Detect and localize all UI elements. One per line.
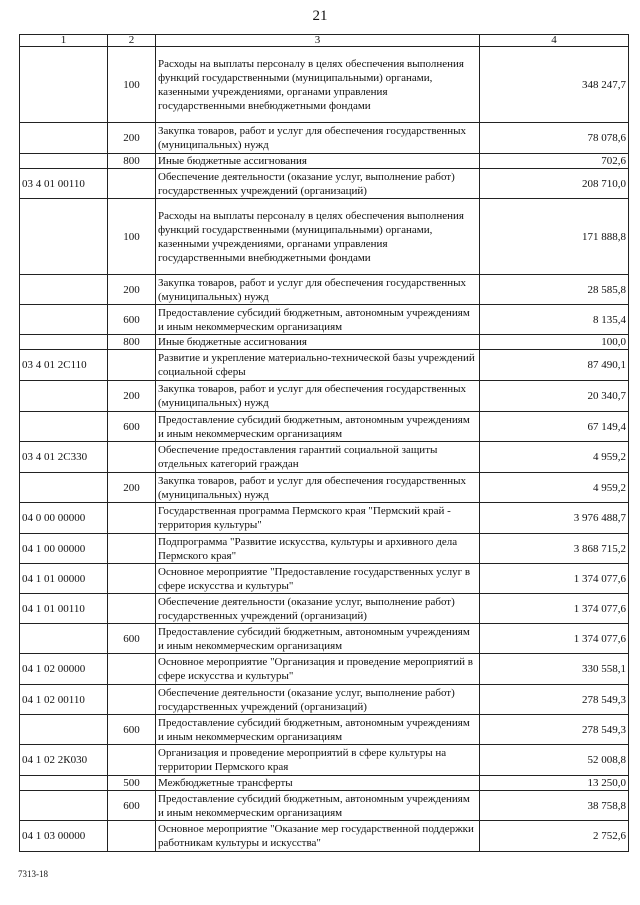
row-code: 04 0 00 00000 [20,503,108,534]
row-amount: 87 490,1 [480,350,629,381]
row-type: 800 [108,335,156,350]
row-type [108,594,156,624]
row-name: Иные бюджетные ассигнования [156,154,480,169]
row-code [20,335,108,350]
row-code: 03 4 01 2С330 [20,442,108,473]
row-amount: 78 078,6 [480,123,629,154]
table-row [20,715,629,745]
row-type: 200 [108,473,156,503]
row-type [108,654,156,685]
row-code [20,412,108,442]
row-name: Основное мероприятие "Оказание мер государственной поддержки работникам культуры и искусства" [156,821,480,852]
row-code: 04 1 02 00000 [20,654,108,685]
row-code: 04 1 02 2К030 [20,745,108,776]
table-row [20,745,629,776]
row-amount: 8 135,4 [480,305,629,335]
row-amount: 208 710,0 [480,169,629,199]
table-row [20,624,629,654]
row-amount: 4 959,2 [480,442,629,473]
row-amount: 1 374 077,6 [480,624,629,654]
row-amount: 348 247,7 [480,47,629,123]
row-code [20,381,108,412]
row-code: 03 4 01 2С110 [20,350,108,381]
row-code [20,154,108,169]
header-col-4: 4 [480,35,629,47]
row-type: 800 [108,154,156,169]
row-code [20,123,108,154]
header-col-3: 3 [156,35,480,47]
row-amount: 1 374 077,6 [480,564,629,594]
row-amount: 52 008,8 [480,745,629,776]
row-name: Обеспечение деятельности (оказание услуг, выполнение работ) государственных учреждений (организаций) [156,594,480,624]
row-amount: 67 149,4 [480,412,629,442]
row-name: Предоставление субсидий бюджетным, автономным учреждениям и иным некоммерческим организациям [156,624,480,654]
row-amount: 4 959,2 [480,473,629,503]
row-type: 600 [108,624,156,654]
table-row [20,534,629,564]
row-code: 04 1 00 00000 [20,534,108,564]
row-amount: 171 888,8 [480,199,629,275]
row-name: Предоставление субсидий бюджетным, автономным учреждениям и иным некоммерческим организациям [156,791,480,821]
header-col-2: 2 [108,35,156,47]
table-row [20,654,629,685]
row-code: 04 1 01 00110 [20,594,108,624]
table-row [20,123,629,154]
document-code: 7313-18 [18,869,48,879]
table-row [20,442,629,473]
row-name: Обеспечение деятельности (оказание услуг, выполнение работ) государственных учреждений (организаций) [156,685,480,715]
row-type: 200 [108,381,156,412]
row-name: Иные бюджетные ассигнования [156,335,480,350]
table-row [20,47,629,123]
row-name: Предоставление субсидий бюджетным, автономным учреждениям и иным некоммерческим организациям [156,305,480,335]
header-row [20,35,629,47]
row-code: 04 1 01 00000 [20,564,108,594]
row-code [20,199,108,275]
row-code [20,715,108,745]
table-row [20,275,629,305]
row-type [108,564,156,594]
row-code [20,624,108,654]
row-name: Предоставление субсидий бюджетным, автономным учреждениям и иным некоммерческим организациям [156,412,480,442]
table-row [20,685,629,715]
row-code [20,776,108,791]
row-type [108,442,156,473]
table-row [20,381,629,412]
row-code [20,791,108,821]
table-row [20,154,629,169]
row-code [20,473,108,503]
row-amount: 278 549,3 [480,685,629,715]
row-type [108,685,156,715]
table-row [20,473,629,503]
table-row [20,350,629,381]
row-name: Государственная программа Пермского края "Пермский край - территория культуры" [156,503,480,534]
row-name: Межбюджетные трансферты [156,776,480,791]
row-code [20,275,108,305]
table-row [20,335,629,350]
row-name: Закупка товаров, работ и услуг для обеспечения государственных (муниципальных) нужд [156,123,480,154]
row-type [108,503,156,534]
row-amount: 20 340,7 [480,381,629,412]
row-type: 100 [108,199,156,275]
row-type: 100 [108,47,156,123]
row-amount: 1 374 077,6 [480,594,629,624]
row-amount: 100,0 [480,335,629,350]
row-code: 03 4 01 00110 [20,169,108,199]
table-row [20,821,629,852]
row-name: Развитие и укрепление материально-технической базы учреждений социальной сферы [156,350,480,381]
header-col-1: 1 [20,35,108,47]
row-type: 200 [108,123,156,154]
row-name: Основное мероприятие "Предоставление государственных услуг в сфере искусства и культуры" [156,564,480,594]
row-name: Обеспечение предоставления гарантий социальной защиты отдельных категорий граждан [156,442,480,473]
row-amount: 330 558,1 [480,654,629,685]
row-type [108,350,156,381]
row-type: 200 [108,275,156,305]
row-name: Закупка товаров, работ и услуг для обеспечения государственных (муниципальных) нужд [156,381,480,412]
row-amount: 28 585,8 [480,275,629,305]
table-row [20,305,629,335]
row-amount: 2 752,6 [480,821,629,852]
table-row [20,564,629,594]
row-type [108,169,156,199]
row-name: Расходы на выплаты персоналу в целях обеспечения выполнения функций государственными (муниципальными) органами, казенными учреждениями, органами управления государственными внебюджетными фондами [156,47,480,123]
row-code: 04 1 03 00000 [20,821,108,852]
row-amount: 3 868 715,2 [480,534,629,564]
page-number: 21 [312,8,328,24]
table-row [20,199,629,275]
row-type: 600 [108,715,156,745]
row-type: 500 [108,776,156,791]
table-row [20,503,629,534]
row-amount: 702,6 [480,154,629,169]
row-amount: 278 549,3 [480,715,629,745]
table-row [20,169,629,199]
row-name: Обеспечение деятельности (оказание услуг, выполнение работ) государственных учреждений (организаций) [156,169,480,199]
row-amount: 13 250,0 [480,776,629,791]
row-type: 600 [108,412,156,442]
table-row [20,412,629,442]
row-type: 600 [108,305,156,335]
row-code: 04 1 02 00110 [20,685,108,715]
row-name: Предоставление субсидий бюджетным, автономным учреждениям и иным некоммерческим организациям [156,715,480,745]
row-name: Закупка товаров, работ и услуг для обеспечения государственных (муниципальных) нужд [156,275,480,305]
row-code [20,47,108,123]
budget-table [19,34,629,852]
row-name: Закупка товаров, работ и услуг для обеспечения государственных (муниципальных) нужд [156,473,480,503]
table-row [20,791,629,821]
row-name: Основное мероприятие "Организация и проведение мероприятий в сфере искусства и культуры" [156,654,480,685]
table-body [20,47,629,852]
row-amount: 3 976 488,7 [480,503,629,534]
row-name: Организация и проведение мероприятий в сфере культуры на территории Пермского края [156,745,480,776]
row-type [108,821,156,852]
table-row [20,594,629,624]
row-name: Расходы на выплаты персоналу в целях обеспечения выполнения функций государственными (муниципальными) органами, казенными учреждениями, органами управления государственными внебюджетными фондами [156,199,480,275]
table-row [20,776,629,791]
row-type [108,745,156,776]
row-type: 600 [108,791,156,821]
row-amount: 38 758,8 [480,791,629,821]
row-type [108,534,156,564]
row-name: Подпрограмма "Развитие искусства, культуры и архивного дела Пермского края" [156,534,480,564]
row-code [20,305,108,335]
